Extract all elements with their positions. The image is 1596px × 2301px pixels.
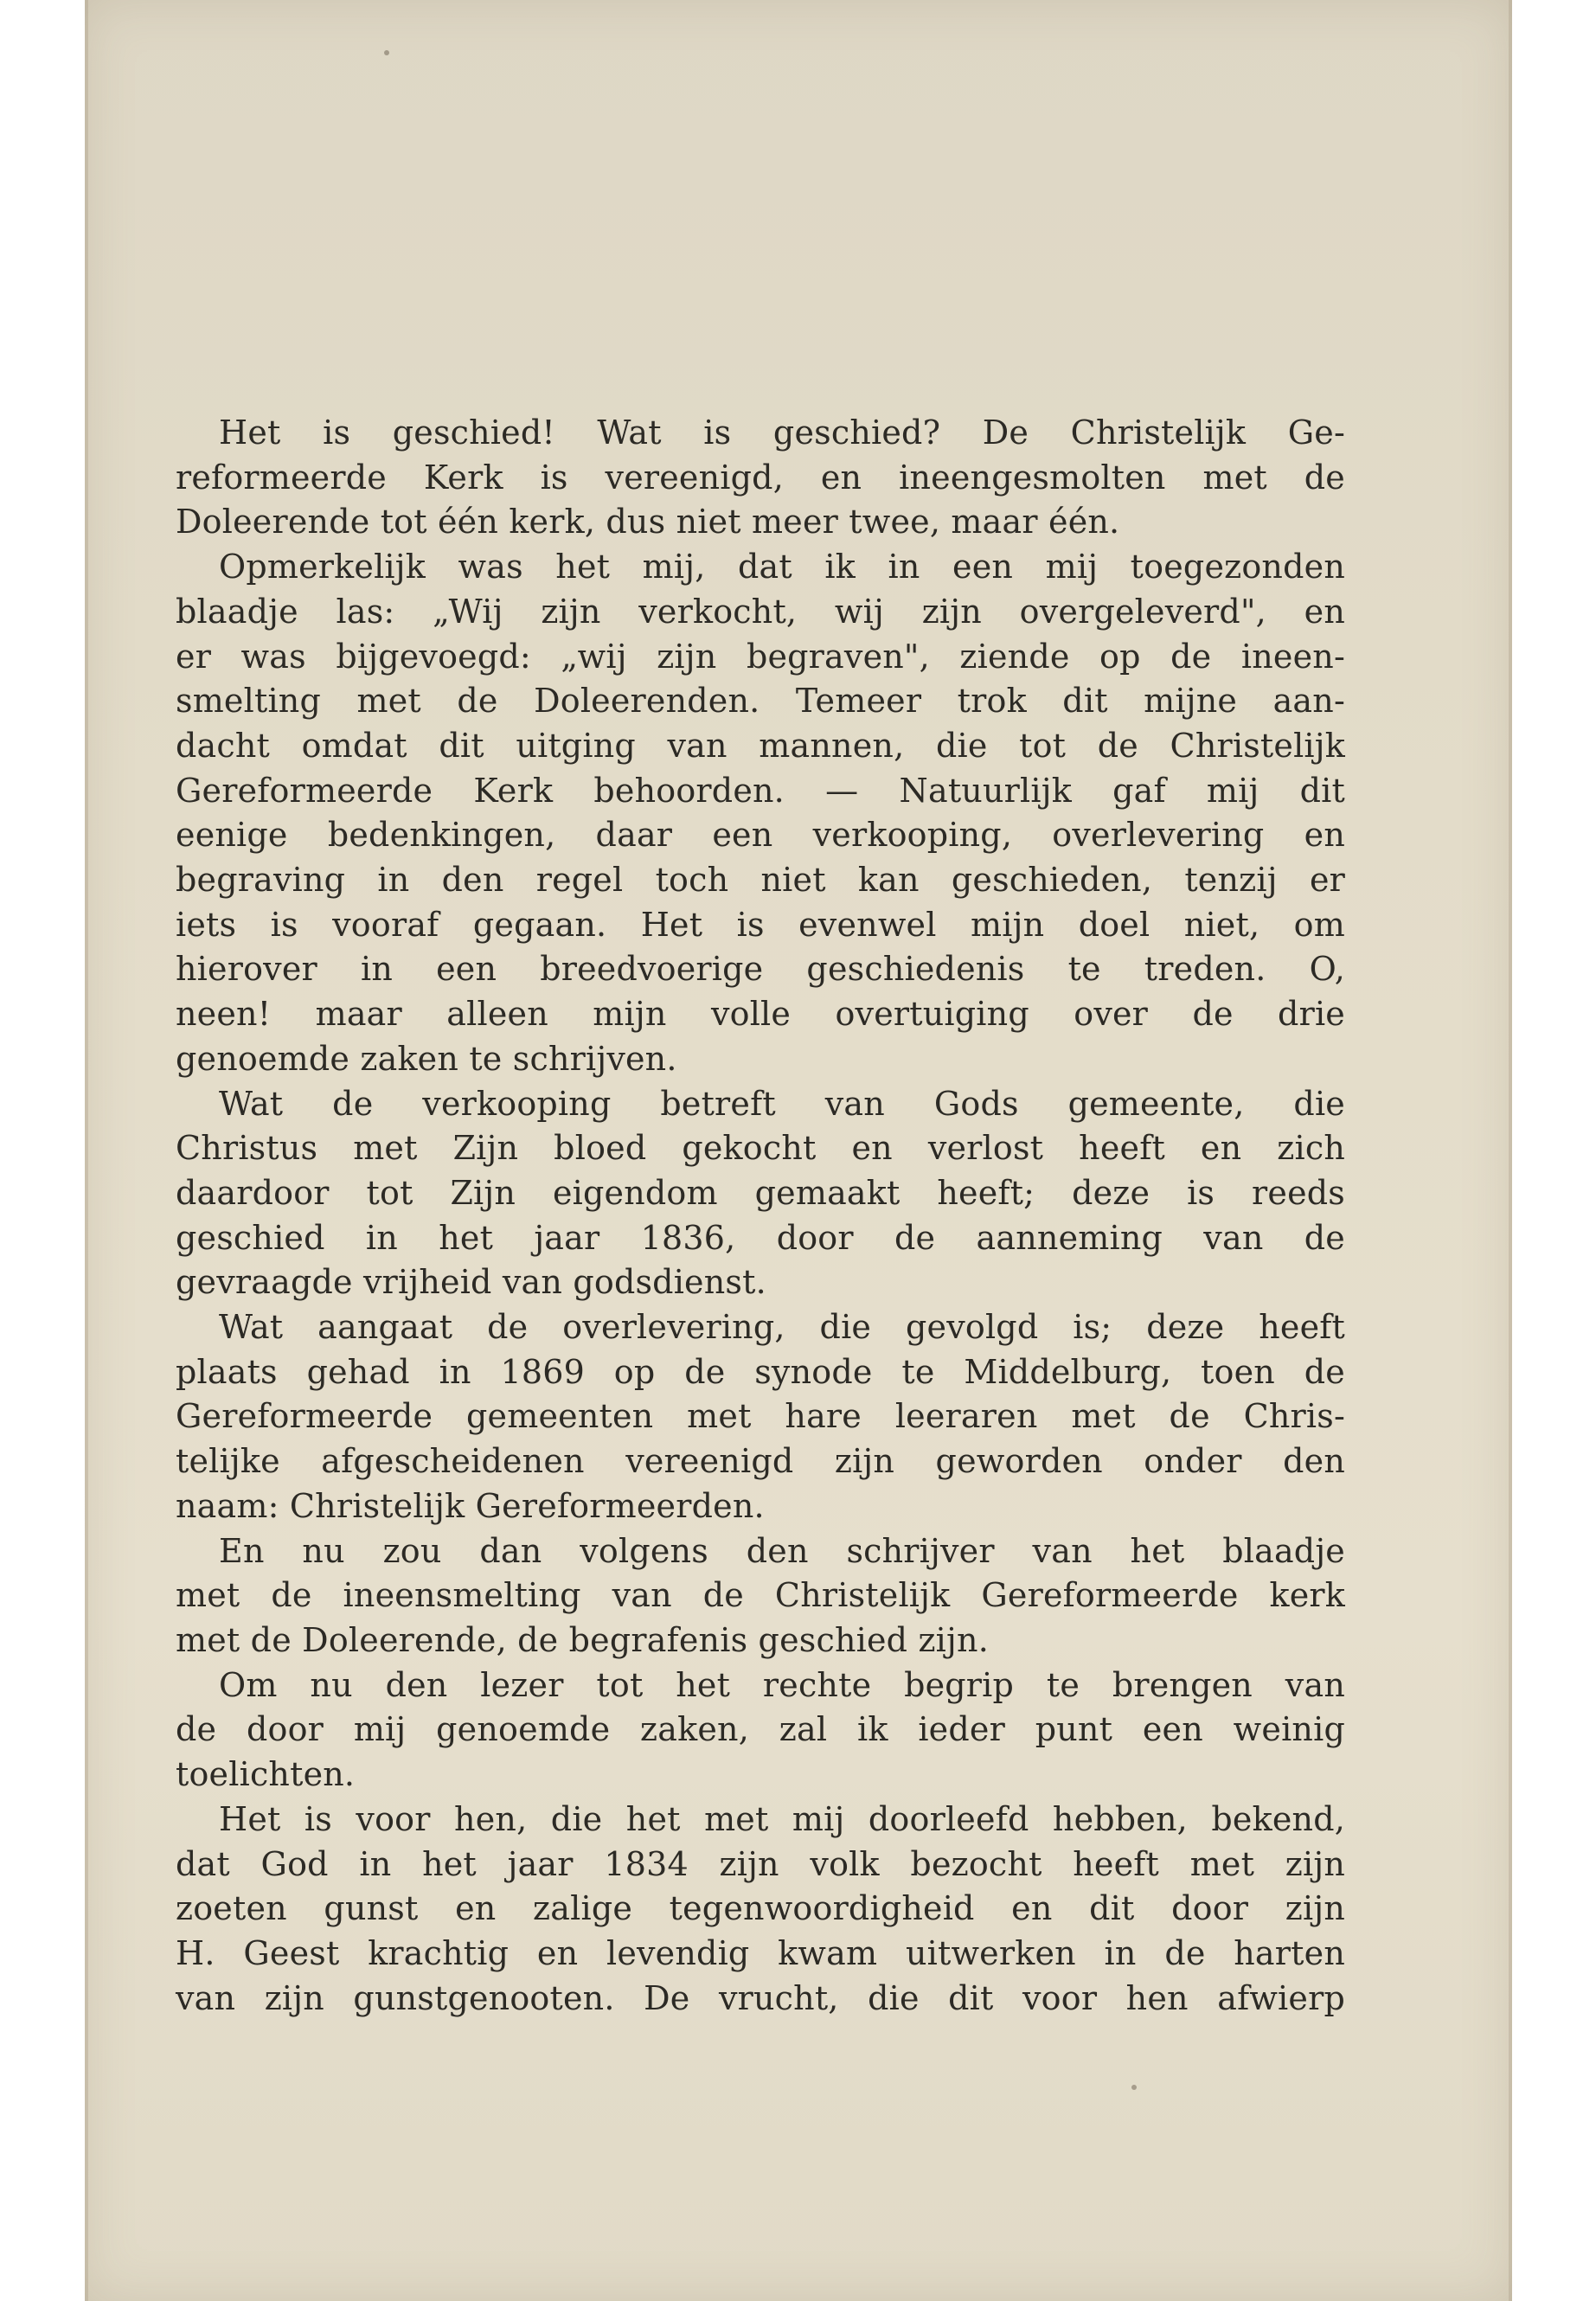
text-line: daardoor tot Zijn eigendom gemaakt heeft; deze is reeds xyxy=(176,1173,1345,1212)
text-line: naam: Christelijk Gereformeerden. xyxy=(176,1486,765,1525)
text-line: begraving in den regel toch niet kan geschieden, tenzij er xyxy=(176,861,1345,900)
text-line: Christus met Zijn bloed gekocht en verlost heeft en zich xyxy=(176,1129,1345,1168)
text-line: toelichten. xyxy=(176,1755,356,1794)
text-line: de door mij genoemde zaken, zal ik ieder punt een weinig xyxy=(176,1710,1345,1749)
text-line: smelting met de Doleerenden. Temeer trok dit mijne aan- xyxy=(176,682,1345,721)
text-line: blaadje las: „Wij zijn verkocht, wij zijn overgeleverd", en xyxy=(176,592,1345,631)
page-edge-left xyxy=(85,0,88,2301)
text-line: telijke afgescheidenen vereenigd zijn geworden onder den xyxy=(176,1442,1345,1481)
text-line: plaats gehad in 1869 op de synode te Middelburg, toen de xyxy=(176,1352,1345,1391)
text-line: met de Doleerende, de begrafenis geschied zijn. xyxy=(176,1620,989,1659)
text-line: gevraagde vrijheid van godsdienst. xyxy=(176,1263,766,1302)
text-line: neen! maar alleen mijn volle overtuiging over de drie xyxy=(176,995,1345,1034)
text-line: Doleerende tot één kerk, dus niet meer twee, maar één. xyxy=(176,503,1120,542)
text-line: genoemde zaken te schrijven. xyxy=(176,1039,677,1078)
text-line: iets is vooraf gegaan. Het is evenwel mijn doel niet, om xyxy=(176,905,1345,944)
text-line: Om nu den lezer tot het rechte begrip te brengen van xyxy=(219,1665,1345,1704)
text-line: eenige bedenkingen, daar een verkooping, overlevering en xyxy=(176,816,1345,855)
text-line: Wat aangaat de overlevering, die gevolgd is; deze heeft xyxy=(219,1308,1345,1347)
text-line: er was bijgevoegd: „wij zijn begraven", ziende op de ineen- xyxy=(176,637,1345,676)
body-text xyxy=(176,411,1345,2021)
text-line: zoeten gunst en zalige tegenwoordigheid en dit door zijn xyxy=(176,1889,1345,1928)
text-line: Gereformeerde gemeenten met hare leeraren met de Chris- xyxy=(176,1397,1345,1436)
page-edge-right xyxy=(1509,0,1512,2301)
text-line: Gereformeerde Kerk behoorden. — Natuurlijk gaf mij dit xyxy=(176,771,1345,810)
text-line: van zijn gunstgenooten. De vrucht, die dit voor hen afwierp xyxy=(176,1978,1345,2017)
text-line: Opmerkelijk was het mij, dat ik in een mij toegezonden xyxy=(219,548,1345,586)
paper-speck xyxy=(384,50,389,55)
text-line: reformeerde Kerk is vereenigd, en ineengesmolten met de xyxy=(176,458,1345,497)
text-line: Het is voor hen, die het met mij doorleefd hebben, bekend, xyxy=(219,1799,1345,1838)
text-line: En nu zou dan volgens den schrijver van het blaadje xyxy=(219,1531,1345,1570)
text-line: Het is geschied! Wat is geschied? De Christelijk Ge- xyxy=(219,413,1345,452)
text-line: dat God in het jaar 1834 zijn volk bezocht heeft met zijn xyxy=(176,1844,1345,1883)
text-line: met de ineensmelting van de Christelijk Gereformeerde kerk xyxy=(176,1576,1345,1615)
paper-speck xyxy=(1131,2085,1137,2090)
text-line: dacht omdat dit uitging van mannen, die tot de Christelijk xyxy=(176,726,1345,765)
book-page xyxy=(85,0,1512,2301)
text-line: geschied in het jaar 1836, door de aanneming van de xyxy=(176,1218,1345,1257)
text-line: hierover in een breedvoerige geschiedenis te treden. O, xyxy=(176,950,1345,989)
text-line: Wat de verkooping betreft van Gods gemeente, die xyxy=(219,1084,1345,1123)
text-line: H. Geest krachtig en levendig kwam uitwerken in de harten xyxy=(176,1933,1345,1972)
